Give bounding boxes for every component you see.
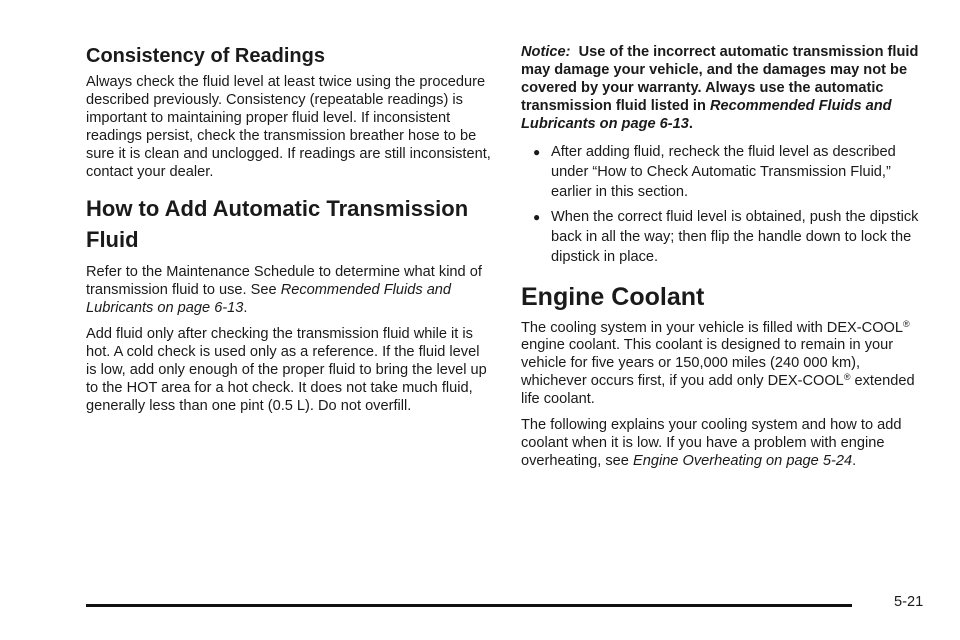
add-fluid-paragraph-2: Add fluid only after checking the transmission fluid while it is hot. A cold check is used only as a reference. If the fluid level is low, add only enough of the proper fluid to bring the level up to the HOT area for a hot check. It does not take much fluid, generally less than one pint (0.5 L). Do not overfill.	[86, 326, 487, 414]
page-number: 5-21	[894, 594, 924, 610]
notice-block	[521, 44, 929, 134]
bullet-icon: ●	[533, 144, 541, 159]
left-column	[86, 44, 494, 416]
bullet-icon: ●	[533, 209, 541, 224]
notice-cross-reference[interactable]: Recommended Fluids and Lubricants on page 6-13	[521, 97, 892, 132]
list-item	[521, 207, 929, 267]
paragraph-end: .	[852, 452, 857, 469]
cross-reference-link[interactable]: Recommended Fluids and Lubricants on page 6-13	[86, 282, 452, 317]
registered-mark: ®	[903, 318, 910, 329]
add-fluid-paragraph-1	[86, 264, 494, 318]
coolant-paragraph-2	[521, 417, 929, 471]
registered-mark: ®	[843, 372, 851, 383]
notice-text: Use of the incorrect automatic transmission fluid may damage your vehicle, and the damages may not be covered by your warranty. Always use the automatic transmission fluid listed in	[521, 44, 919, 114]
paragraph-text: Refer to the Maintenance Schedule to determine what kind of transmission fluid to use. See	[86, 264, 482, 299]
right-column	[521, 44, 929, 471]
paragraph-text: extended life coolant.	[521, 373, 915, 408]
bullet-list	[521, 142, 929, 267]
footer-rule	[86, 604, 852, 607]
section-heading-consistency: Consistency of Readings	[86, 45, 325, 67]
paragraph-text: engine coolant. This coolant is designed to remain in your vehicle for five years or 150,000 miles (240 000 km), whichever occurs first, if you add only DEX-COOL	[521, 337, 894, 390]
list-item	[521, 142, 929, 202]
paragraph-end: .	[243, 300, 248, 317]
cross-reference-link[interactable]: Engine Overheating on page 5-24	[632, 452, 853, 469]
list-item-text: When the correct fluid level is obtained, push the dipstick back in all the way; then flip the handle down to lock the dipstick in place.	[551, 208, 919, 265]
section-heading-engine-coolant: Engine Coolant	[521, 282, 705, 311]
list-item-text: After adding fluid, recheck the fluid level as described under “How to Check Automatic Transmission Fluid,” earlier in this section.	[551, 143, 896, 200]
paragraph-text: The cooling system in your vehicle is filled with DEX-COOL	[521, 319, 904, 336]
notice-end: .	[688, 115, 693, 132]
section-heading-add-fluid: How to Add Automatic Transmission Fluid	[86, 196, 469, 253]
coolant-paragraph-1	[521, 320, 929, 410]
paragraph-text: The following explains your cooling system and how to add coolant when it is low. If you have a problem with engine overheating, see	[521, 417, 902, 469]
consistency-paragraph: Always check the fluid level at least twice using the procedure described previously. Consistency (repeatable readings) is important to maintaining proper fluid level. If inconsistent readings persist, check the transmission breather hose to be sure it is clean and unclogged. If readings are still inconsistent, contact your dealer.	[86, 74, 491, 180]
notice-label: Notice:	[521, 44, 571, 60]
